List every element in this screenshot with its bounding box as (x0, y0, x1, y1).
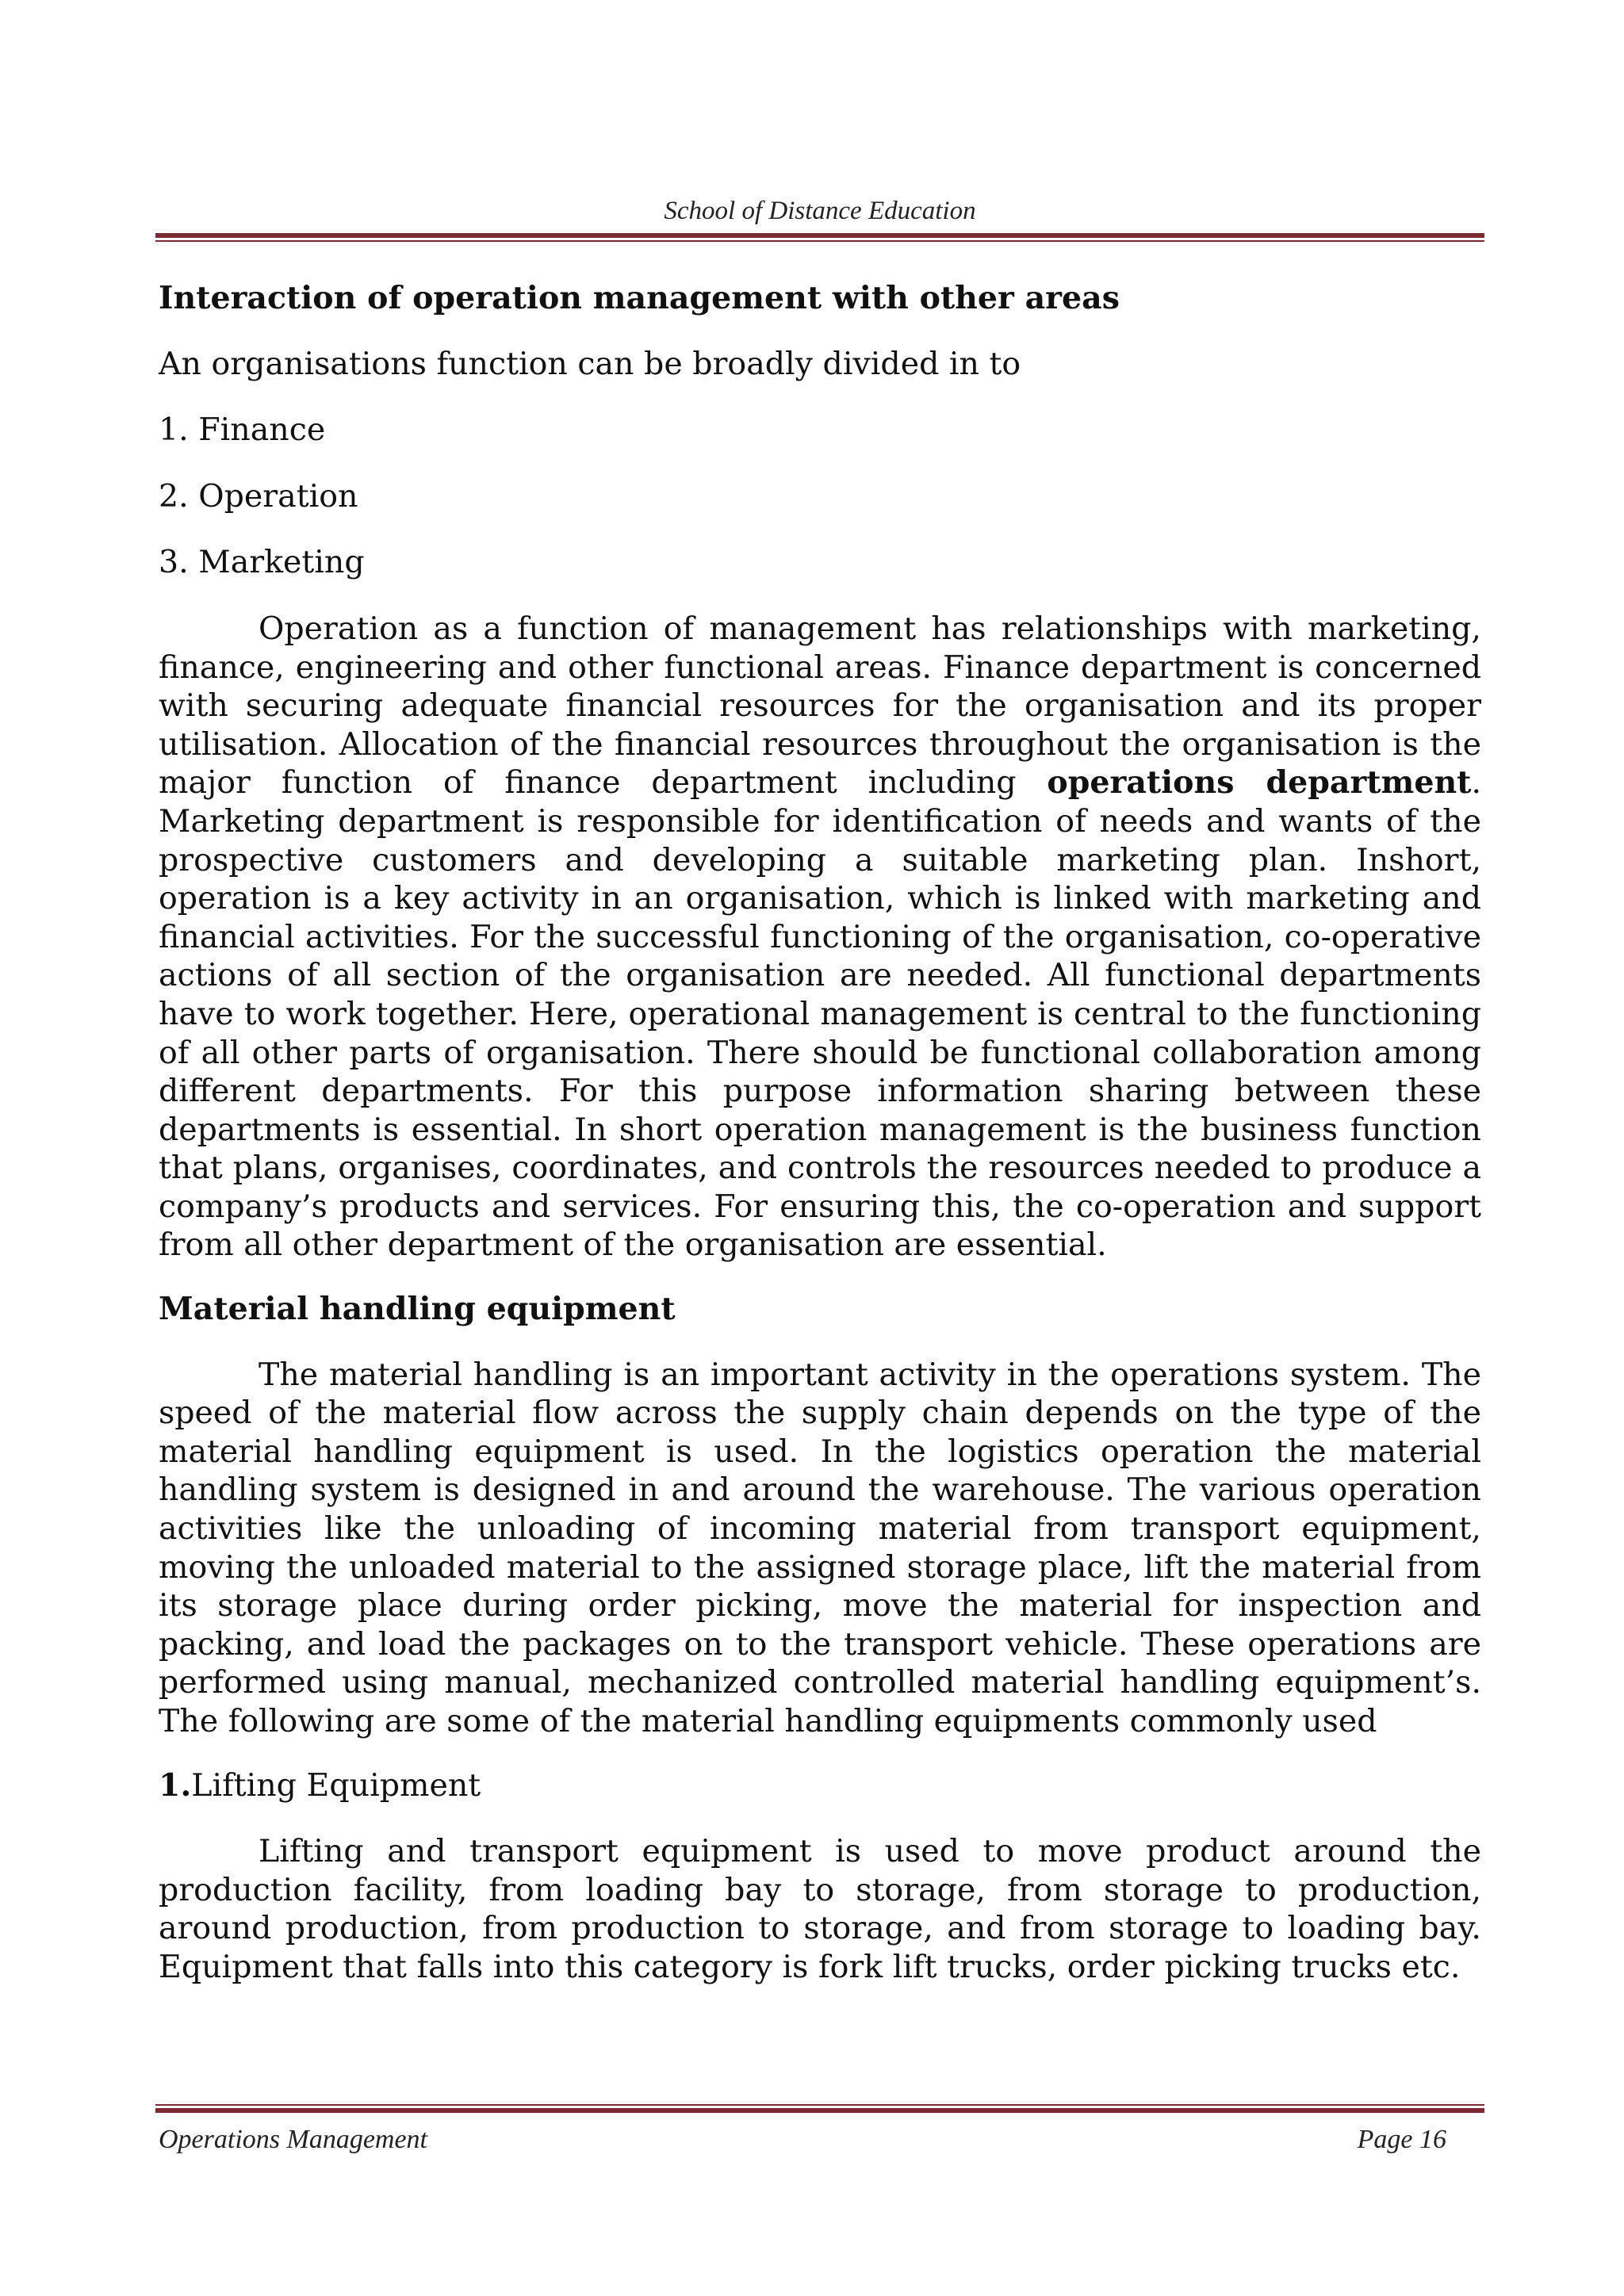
footer-page-number: Page 16 (1357, 2125, 1446, 2154)
item-label: Lifting Equipment (191, 1766, 481, 1804)
numbered-item-lifting (159, 1766, 1481, 1805)
page-body (159, 279, 1481, 2012)
page-header: School of Distance Education (664, 197, 976, 225)
paragraph-interaction (159, 610, 1481, 1265)
paragraph-material-handling: The material handling is an important activity in the operations system. The speed of the material flow across the supply chain depends on the type of the material handling equipment is used. In the logistics operation the material handling system is designed in and around the warehouse. The various operation activities like the unloading of incoming material from transport equipment, moving the unloaded material to the assigned storage place, lift the material from its storage place during order picking, move the material for inspection and packing, and load the packages on to the transport vehicle. These operations are performed using manual, mechanized controlled material handling equipment’s. The following are some of the material handling equipments commonly used (159, 1356, 1481, 1739)
footer-rule (155, 2104, 1484, 2113)
paragraph-text-continued: . Marketing department is responsible for identification of needs and wants of the prospective customers and developing a suitable marketing plan. Inshort, operation is a key activity in an organisation, which is linked with marketing and financial activities. For the successful functioning of the organisation, co-operative actions of all section of the organisation are needed. All functional departments have to work together. Here, operational management is central to the functioning of all other parts of organisation. There should be functional collaboration among different departments. For this purpose information sharing between these departments is essential. In short operation management is the business function that plans, organises, coordinates, and controls the resources needed to produce a company’s products and services. For ensuring this, the co-operation and support from all other department of the organisation are essential. (159, 764, 1481, 1264)
header-rule (155, 233, 1484, 242)
list-item-marketing: 3. Marketing (159, 544, 365, 581)
list-item-finance: 1. Finance (159, 411, 326, 449)
paragraph-text: Operation as a function of management has relationships with marketing, finance, engineering and other functional areas. Finance department is concerned with securing adequate financial resources for the organisation and its proper utilisation. Allocation of the financial resources throughout the organisation is the major function of finance department including (159, 610, 1481, 802)
section-heading-interaction: Interaction of operation management with other areas (159, 280, 1120, 316)
paragraph-lifting-equipment: Lifting and transport equipment is used to move product around the production facility, from loading bay to storage, from storage to production, around production, from production to storage, and from storage to loading bay. Equipment that falls into this category is fork lift trucks, order picking trucks etc. (159, 1833, 1481, 1985)
list-item-operation: 2. Operation (159, 477, 358, 515)
document-page (159, 0, 1481, 2296)
footer-course-title: Operations Management (159, 2125, 428, 2154)
section-heading-material-handling: Material handling equipment (159, 1291, 676, 1328)
intro-text: An organisations function can be broadly divided in to (159, 345, 1021, 382)
item-number: 1. (159, 1766, 192, 1804)
paragraph-bold-text: operations department (1047, 764, 1472, 802)
